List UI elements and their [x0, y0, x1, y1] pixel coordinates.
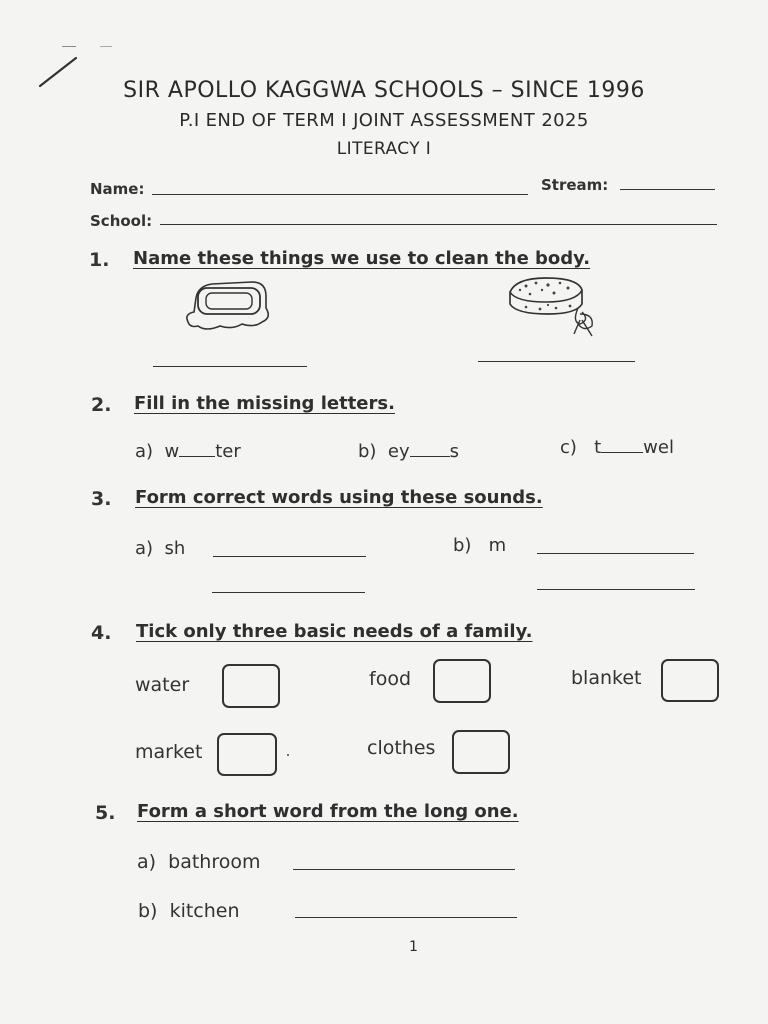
- name-field[interactable]: [152, 194, 528, 195]
- q4-text: Tick only three basic needs of a family.: [136, 621, 533, 642]
- q3-item-a: a) sh: [135, 538, 186, 559]
- q3-a-line-2[interactable]: [212, 592, 365, 593]
- q5-b-answer[interactable]: [295, 917, 517, 918]
- option-market-label: market: [135, 741, 203, 763]
- option-clothes-label: clothes: [367, 737, 436, 759]
- option-food-label: food: [369, 668, 411, 690]
- school-label: School:: [90, 212, 153, 230]
- q2-item-c: c) t wel: [560, 437, 674, 458]
- option-water-label: water: [135, 674, 190, 696]
- page-number: 1: [409, 939, 418, 955]
- exam-title: P.I END OF TERM I JOINT ASSESSMENT 2025: [179, 110, 589, 131]
- q1-answer-b[interactable]: [478, 361, 635, 362]
- q3-b-line-1[interactable]: [537, 553, 694, 554]
- q2-c-blank[interactable]: [601, 438, 643, 453]
- option-blanket-checkbox[interactable]: [661, 659, 719, 702]
- q1-answer-a[interactable]: [153, 366, 307, 367]
- q1-text: Name these things we use to clean the body.: [133, 248, 591, 269]
- option-market-checkbox[interactable]: [217, 733, 277, 776]
- q4-number: 4.: [91, 622, 112, 644]
- option-water-checkbox[interactable]: [222, 664, 280, 708]
- school-title: SIR APOLLO KAGGWA SCHOOLS – SINCE 1996: [123, 78, 645, 103]
- q5-a-answer[interactable]: [293, 869, 515, 870]
- q2-number: 2.: [91, 394, 112, 416]
- school-field[interactable]: [160, 224, 717, 225]
- q5-text: Form a short word from the long one.: [137, 801, 519, 822]
- soap-icon: [182, 278, 272, 338]
- stream-field[interactable]: [620, 189, 715, 190]
- option-blanket-label: blanket: [571, 667, 642, 689]
- subject-title: LITERACY I: [336, 139, 432, 159]
- q2-item-a: a) w ter: [135, 441, 241, 462]
- q3-a-line-1[interactable]: [213, 556, 366, 557]
- sponge-icon: [506, 274, 602, 338]
- stream-label: Stream:: [541, 176, 609, 194]
- q3-item-b: b) m: [453, 535, 507, 556]
- q2-text: Fill in the missing letters.: [134, 393, 395, 414]
- q5-number: 5.: [95, 802, 116, 824]
- q3-number: 3.: [91, 488, 112, 510]
- q2-a-blank[interactable]: [179, 442, 215, 457]
- q3-text: Form correct words using these sounds.: [135, 487, 543, 508]
- option-food-checkbox[interactable]: [433, 659, 491, 703]
- speck: [287, 754, 289, 756]
- q2-b-blank[interactable]: [410, 442, 450, 457]
- scan-dash: [100, 46, 112, 47]
- q1-number: 1.: [89, 249, 110, 271]
- q3-b-line-2[interactable]: [537, 589, 695, 590]
- q2-item-b: b) ey s: [358, 441, 460, 462]
- option-clothes-checkbox[interactable]: [452, 730, 510, 774]
- q5-item-b: b) kitchen: [138, 900, 240, 922]
- scan-dash: [62, 46, 76, 47]
- q5-item-a: a) bathroom: [137, 851, 261, 873]
- name-label: Name:: [90, 180, 145, 198]
